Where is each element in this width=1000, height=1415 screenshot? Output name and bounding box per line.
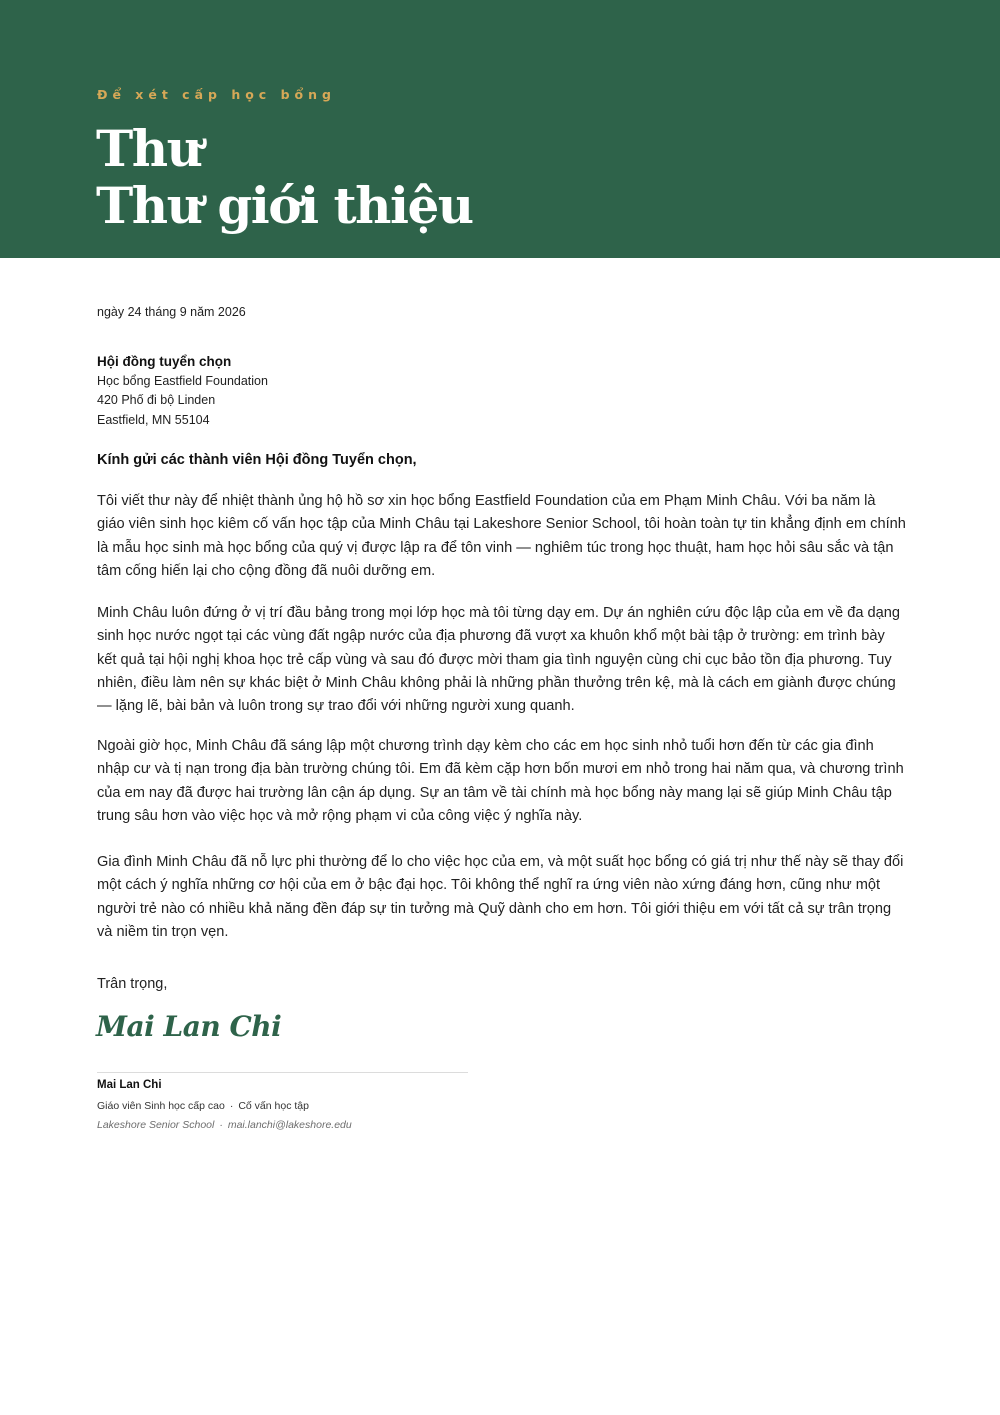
recipient-name: Hội đồng tuyển chọn [97,354,232,369]
signer-title-line [97,1100,309,1112]
eyebrow-label: Để xét cấp học bổng [97,87,336,102]
title-line-2: Thư giới thiệu [96,176,473,235]
signature-divider [97,1072,468,1073]
recipient-address [97,352,268,430]
salutation: Kính gửi các thành viên Hội đồng Tuyển chọn, [97,452,417,468]
closing: Trân trọng, [97,976,168,992]
body-paragraph-4: Gia đình Minh Châu đã nỗ lực phi thường để lo cho việc học của em, và một suất học bổng có giá trị như thế này sẽ thay đổi một cách ý nghĩa những cơ hội của em ở bậc đại học. Tôi không thể nghĩ ra ứng viên nào xứng đáng hơn, cũng như một người trẻ nào có nhiều khả năng đền đáp sự tin tưởng mà Quỹ dành cho em hơn. Tôi giới thiệu em với tất cả sự trân trọng và niềm tin trọn vẹn. [97,854,904,940]
letterhead-banner [0,0,1000,258]
page-title [96,120,473,234]
recipient-city: Eastfield, MN 55104 [97,412,210,427]
letter-date: ngày 24 tháng 9 năm 2026 [97,305,246,319]
recipient-organization: Học bổng Eastfield Foundation [97,373,268,388]
signer-title: Giáo viên Sinh học cấp cao [97,1100,225,1112]
separator-dot: · [229,1100,234,1112]
separator-dot: · [219,1119,223,1131]
body-paragraph-2: Minh Châu luôn đứng ở vị trí đầu bảng trong mọi lớp học mà tôi từng dạy em. Dự án nghiên cứu độc lập của em về đa dạng sinh học nước ngọt tại các vùng đất ngập nước của địa phương đã vượt xa khuôn khổ một bài tập ở trường: em trình bày kết quả tại hội nghị khoa học trẻ cấp vùng và sau đó được mời tham gia tình nguyện cùng chi cục bảo tồn địa phương. Tuy nhiên, điều làm nên sự khác biệt ở Minh Châu không phải là những phần thưởng trên kệ, mà là cách em giành được chúng — lặng lẽ, bài bản và luôn trong sự trao đổi với những người xung quanh. [97,605,900,715]
handwritten-signature: Mai Lan Chi [96,1010,282,1043]
signer-name: Mai Lan Chi [97,1079,162,1091]
signer-email[interactable]: mai.lanchi@lakeshore.edu [227,1119,352,1131]
signer-school: Lakeshore Senior School [97,1119,215,1131]
body-paragraph-1: Tôi viết thư này để nhiệt thành ủng hộ hồ sơ xin học bổng Eastfield Foundation của em Phạm Minh Châu. Với ba năm là giáo viên sinh học kiêm cố vấn học tập của Minh Châu tại Lakeshore Senior School, tôi hoàn toàn tự tin khẳng định em chính là mẫu học sinh mà học bổng của quý vị được lập ra để tôn vinh — nghiêm túc trong học thuật, ham học hỏi sâu sắc và tận tâm cống hiến lại cho cộng đồng đã nuôi dưỡng em. [97,493,906,579]
body-paragraph-3: Ngoài giờ học, Minh Châu đã sáng lập một chương trình dạy kèm cho các em học sinh nhỏ tuổi hơn đến từ các gia đình nhập cư và tị nạn trong địa bàn trường chúng tôi. Em đã kèm cặp hơn bốn mươi em nhỏ trong hai năm qua, và chương trình của em nay đã được hai trường lân cận áp dụng. Sự an tâm về tài chính mà học bổng này mang lại sẽ giúp Minh Châu tập trung sâu hơn vào việc học và mở rộng phạm vi của công việc ý nghĩa này. [97,738,904,824]
signer-role: Cố vấn học tập [238,1100,309,1112]
signer-contact-line [97,1119,352,1131]
recipient-street: 420 Phố đi bộ Linden [97,393,216,407]
title-line-1: Thư [96,119,202,178]
